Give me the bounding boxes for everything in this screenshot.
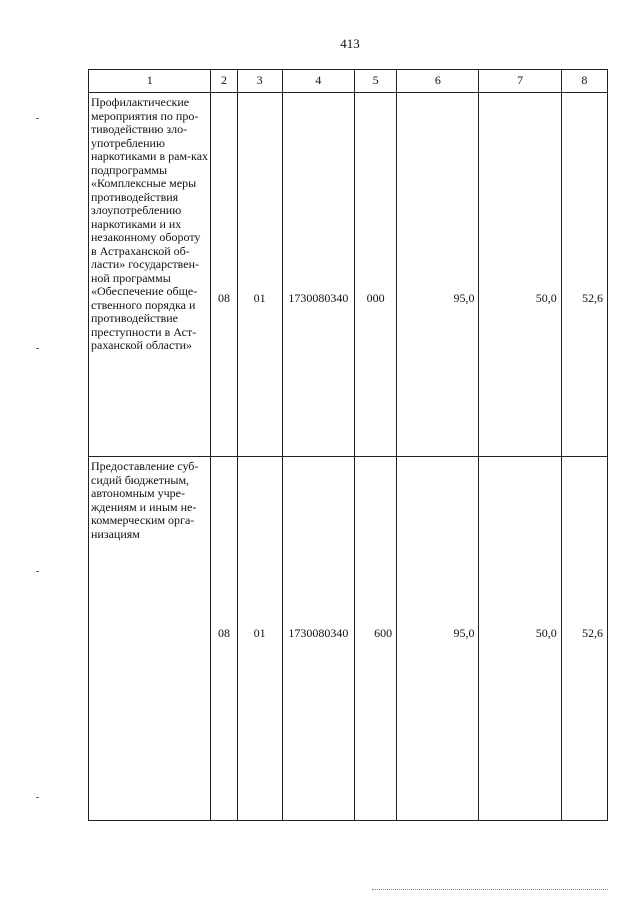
header-col-4: 4 — [282, 70, 354, 93]
section-code: 08 — [218, 626, 231, 640]
row-name-cell: Профилактические мероприятия по про-тиводействию зло-употреблению наркотиками в рам-ках подпрограммы «Комплексные меры противодействия злоупотреблению наркотиками и их незаконному обороту в Астраханской об-ласти» государствен-ной программы «Обеспечение обще-ственного порядка и противодействие преступности в Аст-раханской области» — [89, 93, 211, 457]
target-article-code: 1730080340 — [288, 291, 349, 305]
scan-artifact-mark — [36, 571, 39, 572]
expense-type-code: 600 — [374, 626, 393, 640]
subsection-code: 01 — [253, 626, 266, 640]
amount-2: 50,0 — [535, 291, 557, 305]
header-col-1: 1 — [89, 70, 211, 93]
table-row — [89, 93, 608, 457]
cell-expense-type — [355, 93, 397, 457]
table-header-row — [89, 70, 608, 93]
cell-expense-type — [355, 457, 397, 821]
scan-artifact-mark — [36, 118, 39, 119]
cell-amount-2 — [479, 93, 561, 457]
table-row — [89, 457, 608, 821]
subsection-code: 01 — [253, 291, 266, 305]
amount-1: 95,0 — [453, 626, 475, 640]
row-name-cell: Предоставление суб-сидий бюджетным, автономным учре-ждениям и иным не-коммерческим орга-низациям — [89, 457, 211, 821]
cell-amount-1 — [397, 93, 479, 457]
section-code: 08 — [218, 291, 231, 305]
cell-subsection — [237, 93, 282, 457]
cell-amount-2 — [479, 457, 561, 821]
cell-amount-3 — [561, 93, 607, 457]
amount-3: 52,6 — [582, 626, 603, 640]
header-col-8: 8 — [561, 70, 607, 93]
amount-3: 52,6 — [582, 291, 603, 305]
header-col-7: 7 — [479, 70, 561, 93]
target-article-code: 1730080340 — [288, 626, 349, 640]
bottom-dotted-rule — [372, 889, 608, 890]
amount-1: 95,0 — [453, 291, 475, 305]
header-col-2: 2 — [211, 70, 237, 93]
header-col-6: 6 — [397, 70, 479, 93]
amount-2: 50,0 — [535, 626, 557, 640]
cell-amount-3 — [561, 457, 607, 821]
header-col-3: 3 — [237, 70, 282, 93]
cell-target-article — [282, 457, 354, 821]
scan-artifact-mark — [36, 797, 39, 798]
cell-section — [211, 457, 237, 821]
budget-table — [88, 69, 608, 821]
scan-artifact-mark — [36, 348, 39, 349]
cell-target-article — [282, 93, 354, 457]
cell-subsection — [237, 457, 282, 821]
expense-type-code: 000 — [366, 291, 385, 305]
cell-amount-1 — [397, 457, 479, 821]
header-col-5: 5 — [355, 70, 397, 93]
cell-section — [211, 93, 237, 457]
page-number: 413 — [340, 36, 360, 51]
